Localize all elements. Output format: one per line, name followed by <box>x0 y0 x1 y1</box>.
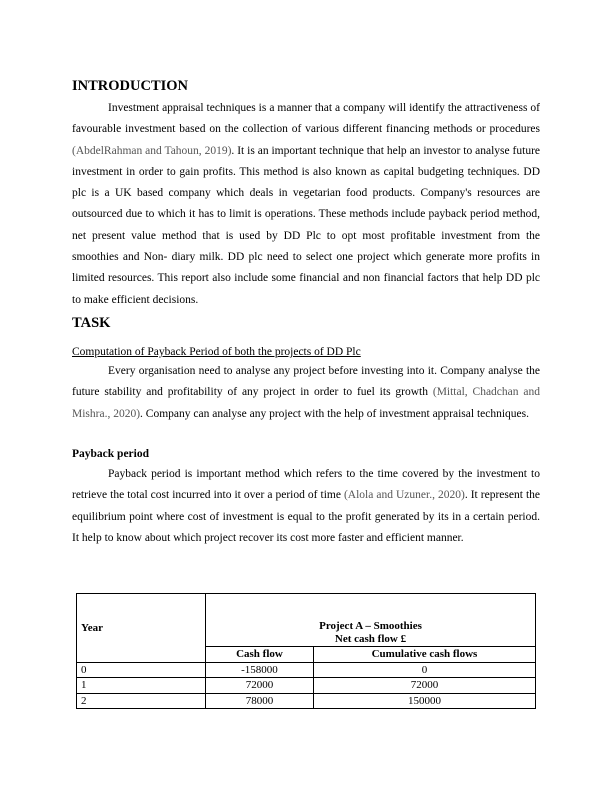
task-text-1: Every organisation need to analyse any project before investing into it. Company analyse the future stability and profitability of any project in order to fuel its growth <box>72 365 540 399</box>
introduction-heading: INTRODUCTION <box>72 78 189 94</box>
table-row <box>77 678 536 694</box>
payback-computation-subheading: Computation of Payback Period of both the projects of DD Plc <box>72 346 361 358</box>
task-heading: TASK <box>72 315 111 331</box>
introduction-text-2: . It is an important technique that help an investor to analyse future investment in order to gain profits. This method is also known as capital budgeting techniques. DD plc is a UK based company which deals in vegetarian food products. Company's resources are outsourced due to which it has to limit is operations. These methods include payback period method, net present value method that is used by DD Plc to opt most profitable investment from the smoothies and Non- diary milk. DD plc need to select one project which generate more profits in limited resources. This report also include some financial and non financial factors that help DD plc to make efficient decisions. <box>72 144 540 306</box>
table-row <box>77 662 536 678</box>
project-header <box>206 594 536 647</box>
task-text-2: . Company can analyse any project with the help of investment appraisal techniques. <box>140 407 530 420</box>
cumulative-cell: 72000 <box>313 678 535 694</box>
year-header: Year <box>77 594 206 663</box>
payback-period-heading: Payback period <box>72 448 149 460</box>
citation-abdelrahman: (AbdelRahman and Tahoun, 2019) <box>72 144 232 157</box>
cash-flow-header: Cash flow <box>206 647 314 663</box>
project-title: Project A – Smoothies <box>319 620 422 632</box>
cumulative-header: Cumulative cash flows <box>313 647 535 663</box>
year-cell: 0 <box>77 662 206 678</box>
payback-text-2: . It represent the equilibrium point where cost of investment is equal to the profit generated by its in a certain period. It help to know about which project recover its cost more faster and efficient manner. <box>72 489 540 544</box>
cash-flow-cell: 72000 <box>206 678 314 694</box>
cumulative-cell: 150000 <box>313 693 535 709</box>
citation-mittal: (Mittal, Chadchan and Mishra., 2020) <box>72 386 540 420</box>
project-subtitle: Net cash flow £ <box>334 633 407 645</box>
table-header-row <box>77 594 536 647</box>
cash-flow-cell: 78000 <box>206 693 314 709</box>
table-row <box>77 693 536 709</box>
task-paragraph <box>72 361 540 425</box>
cumulative-cell: 0 <box>313 662 535 678</box>
payback-text-1: Payback period is important method which refers to the time covered by the investment to retrieve the total cost incurred into it over a period of time <box>72 468 540 502</box>
payback-paragraph <box>72 464 540 549</box>
year-cell: 2 <box>77 693 206 709</box>
citation-alola: (Alola and Uzuner., 2020) <box>343 489 465 502</box>
cash-flow-table <box>76 593 536 709</box>
introduction-paragraph <box>72 98 540 311</box>
introduction-text-1: Investment appraisal techniques is a manner that a company will identify the attractiveness of favourable investment based on the collection of various different financing methods or procedures <box>72 102 540 136</box>
cash-flow-cell: -158000 <box>206 662 314 678</box>
year-cell: 1 <box>77 678 206 694</box>
